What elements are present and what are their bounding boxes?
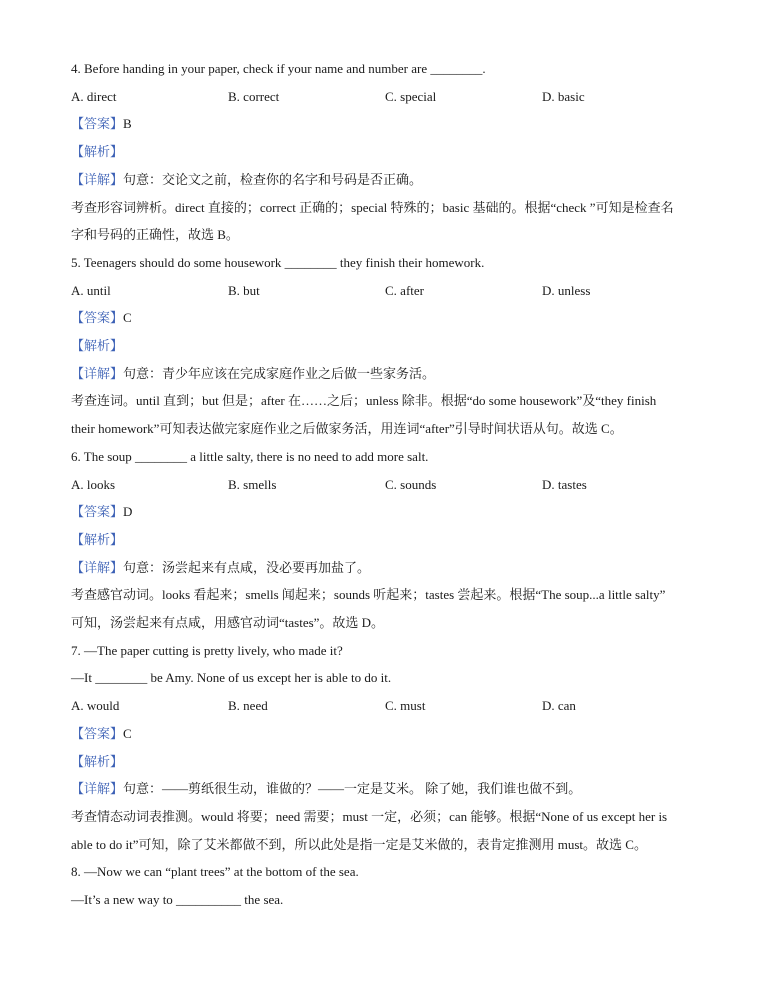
analysis-label: 【解析】 — [71, 531, 124, 547]
option-a: A. would — [71, 698, 120, 714]
option-d: D. basic — [542, 88, 585, 104]
option-d: D. unless — [542, 282, 591, 298]
answer-label: 【答案】 — [71, 116, 124, 132]
answer-value: B — [123, 116, 132, 132]
explanation-text: 考查形容词辨析。direct 直接的；correct 正确的；special 特殊的；basic 基础的。根据“check ”可知是检查名 — [71, 199, 674, 215]
question-text: 8. —Now we can “plant trees” at the bottom of the sea. — [71, 864, 359, 880]
detail-label: 【详解】 — [71, 171, 124, 187]
analysis-line — [71, 338, 711, 354]
option-d: D. can — [542, 698, 576, 714]
answer-value: C — [123, 310, 132, 326]
explanation-text: able to do it”可知，除了艾米都做不到，所以此处是指一定是艾米做的，表肯定推测用 must。故选 C。 — [71, 836, 647, 852]
detail-text: 句意：——剪纸很生动，谁做的？——一定是艾米。 除了她，我们谁也做不到。 — [123, 781, 582, 797]
option-c: C. special — [385, 88, 437, 104]
analysis-label: 【解析】 — [71, 338, 124, 353]
question-text: —It ________ be Amy. None of us except her is able to do it. — [71, 670, 392, 686]
question-text: —It’s a new way to __________ the sea. — [71, 892, 284, 907]
answer-label: 【答案】 — [71, 504, 124, 520]
question-text: 6. The soup ________ a little salty, there is no need to add more salt. — [71, 448, 429, 464]
question-text: 5. Teenagers should do some housework ________ they finish their homework. — [71, 254, 485, 270]
answer-line — [71, 726, 711, 742]
answer-label: 【答案】 — [71, 310, 124, 326]
detail-line — [71, 366, 711, 382]
analysis-line — [71, 144, 711, 160]
detail-line — [71, 781, 711, 797]
option-c: C. must — [385, 698, 426, 714]
option-b: B. but — [228, 282, 260, 298]
option-a: A. direct — [71, 88, 117, 104]
explanation-text: their homework”可知表达做完家庭作业之后做家务活，用连词“after”引导时间状语从句。故选 C。 — [71, 421, 623, 437]
detail-label: 【详解】 — [71, 781, 124, 797]
analysis-line — [71, 532, 711, 548]
option-c: C. after — [385, 282, 424, 298]
answer-line — [71, 310, 711, 326]
answer-value: C — [123, 725, 132, 741]
option-b: B. correct — [228, 88, 280, 104]
option-d: D. tastes — [542, 476, 587, 492]
answer-value: D — [123, 504, 133, 520]
explanation-text: 考查感官动词。looks 看起来；smells 闻起来；sounds 听起来；tastes 尝起来。根据“The soup...a little salty” — [71, 587, 666, 603]
detail-text: 句意：交论文之前，检查你的名字和号码是否正确。 — [123, 171, 423, 187]
explanation-text: 可知，汤尝起来有点咸，用感官动词“tastes”。故选 D。 — [71, 615, 385, 630]
explanation-text: 考查连词。until 直到；but 但是；after 在……之后；unless 除非。根据“do some housework”及“they finish — [71, 393, 657, 409]
detail-label: 【详解】 — [71, 559, 124, 575]
detail-text: 句意：青少年应该在完成家庭作业之后做一些家务活。 — [123, 365, 436, 381]
option-a: A. until — [71, 282, 111, 298]
question-text: 4. Before handing in your paper, check if your name and number are ________. — [71, 61, 486, 76]
analysis-line — [71, 754, 711, 770]
answer-line — [71, 116, 711, 132]
analysis-label: 【解析】 — [71, 753, 124, 769]
analysis-label: 【解析】 — [71, 144, 124, 160]
detail-text: 句意：汤尝起来有点咸，没必要再加盐了。 — [123, 559, 371, 575]
answer-label: 【答案】 — [71, 725, 124, 741]
detail-label: 【详解】 — [71, 365, 124, 381]
option-b: B. need — [228, 698, 268, 714]
answer-line — [71, 504, 711, 520]
question-text: 7. —The paper cutting is pretty lively, who made it? — [71, 642, 343, 658]
detail-line — [71, 172, 711, 188]
option-b: B. smells — [228, 476, 277, 492]
explanation-text: 字和号码的正确性，故选 B。 — [71, 227, 239, 243]
detail-line — [71, 560, 711, 576]
option-c: C. sounds — [385, 476, 437, 492]
explanation-text: 考查情态动词表推测。would 将要；need 需要；must 一定，必须；can 能够。根据“None of us except her is — [71, 808, 668, 824]
option-a: A. looks — [71, 476, 116, 492]
